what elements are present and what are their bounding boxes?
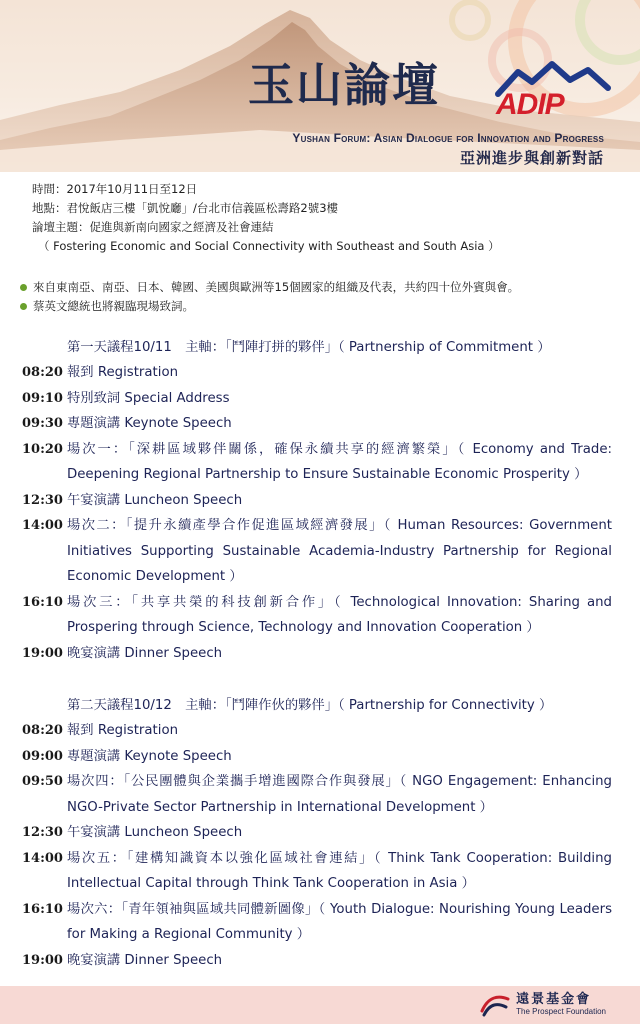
agenda-time: 19:00: [22, 645, 63, 661]
agenda-time: 09:00: [22, 748, 63, 764]
event-theme-zh: 論壇主題：促進與新南向國家之經濟及社會連結: [32, 220, 274, 234]
agenda-desc: 場次五：「建構知識資本以強化區域社會連結」（ Think Tank Cooperation: Building Intellectual Capital through Think Tank Cooperation in Asia ）: [67, 850, 612, 891]
agenda-desc: 特別致詞 Special Address: [67, 390, 230, 406]
adip-logo: [492, 58, 614, 122]
foundation-name-zh: 遠景基金會: [516, 991, 592, 1007]
highlight-text: 來自東南亞、南亞、日本、韓國、美國與歐洲等15個國家的組織及代表，共約四十位外賓與會。: [33, 280, 520, 294]
day2-agenda: [0, 693, 640, 973]
event-info: [32, 180, 500, 256]
agenda-item: [0, 386, 640, 412]
agenda-time: 08:20: [22, 723, 63, 738]
agenda-time: 16:10: [22, 901, 63, 917]
highlight-text: 蔡英文總統也將親臨現場致詞。: [33, 299, 194, 313]
agenda-desc: 午宴演講 Luncheon Speech: [67, 492, 243, 508]
agenda-desc: 專題演講 Keynote Speech: [67, 748, 232, 764]
agenda-desc: 報到 Registration: [67, 723, 179, 738]
agenda-item: [0, 488, 640, 514]
agenda-item: [0, 897, 640, 948]
event-location: 地點：君悅飯店三樓「凱悅廳」/台北市信義區松壽路2號3樓: [32, 201, 339, 215]
agenda-time: 09:10: [22, 390, 63, 406]
foundation-name-en: The Prospect Foundation: [516, 1006, 606, 1016]
agenda-item: [0, 820, 640, 846]
foundation-mark-icon: [480, 991, 510, 1017]
agenda-item: [0, 744, 640, 770]
forum-title-zh: 玉山論壇: [248, 58, 440, 112]
forum-subtitle-zh: 亞洲進步與創新對話: [459, 149, 604, 167]
agenda-time: 16:10: [22, 594, 63, 610]
highlights-list: [20, 278, 519, 316]
footer-bar: [0, 986, 640, 1024]
day1-title: 第一天議程10/11 主軸：「鬥陣打拼的夥伴」（ Partnership of Commitment ）: [67, 340, 551, 355]
list-item: [20, 278, 519, 297]
agenda-desc: 午宴演講 Luncheon Speech: [67, 825, 243, 840]
prospect-foundation-logo: [480, 991, 606, 1017]
agenda-item: [0, 718, 640, 744]
day1-agenda: [0, 335, 640, 666]
agenda-time: 19:00: [22, 952, 63, 968]
header-banner: [0, 0, 640, 172]
agenda-time: 09:30: [22, 416, 63, 431]
agenda-time: 09:50: [22, 774, 63, 789]
list-item: [20, 297, 519, 316]
agenda-time: 14:00: [22, 518, 63, 533]
agenda-desc: 報到 Registration: [67, 365, 179, 380]
agenda-desc: 專題演講 Keynote Speech: [67, 416, 232, 431]
agenda-time: 14:00: [22, 850, 63, 866]
event-time: 時間：2017年10月11日至12日: [32, 182, 198, 196]
agenda-item: [0, 513, 640, 590]
agenda-desc: 場次一：「深耕區域夥伴關係，確保永續共享的經濟繁榮」（ Economy and Trade: Deepening Regional Partnership to Ensure Sustainable Economic Prosperity ）: [67, 441, 612, 482]
agenda-time: 08:20: [22, 365, 63, 380]
event-theme-en: （ Fostering Economic and Social Connectivity with Southeast and South Asia ）: [38, 239, 500, 253]
agenda-item: [0, 411, 640, 437]
agenda-desc: 場次六：「青年領袖與區域共同體新圖像」（ Youth Dialogue: Nourishing Young Leaders for Making a Regional Community ）: [67, 901, 612, 942]
agenda-time: 10:20: [22, 441, 63, 457]
agenda-desc: 場次四：「公民團體與企業攜手增進國際合作與發展」（ NGO Engagement: Enhancing NGO-Private Sector Partnership in International Development ）: [67, 774, 612, 815]
agenda-time: 12:30: [22, 492, 63, 508]
green-bullet-icon: [20, 284, 27, 291]
agenda-item: [0, 437, 640, 488]
agenda-desc: 場次二：「提升永續產學合作促進區域經濟發展」（ Human Resources: Government Initiatives Supporting Sustainable Academia-Industry Partnership for Regional Economic Development ）: [67, 518, 612, 584]
agenda-desc: 晚宴演講 Dinner Speech: [67, 645, 223, 661]
agenda-time: 12:30: [22, 825, 63, 840]
day2-title: 第二天議程10/12 主軸：「鬥陣作伙的夥伴」（ Partnership for Connectivity ）: [67, 698, 553, 713]
adip-logo-text: ADIP: [496, 88, 564, 121]
agenda-item: [0, 769, 640, 820]
agenda-item: [0, 948, 640, 974]
agenda-item: [0, 360, 640, 386]
agenda-item: [0, 641, 640, 667]
agenda-item: [0, 590, 640, 641]
green-bullet-icon: [20, 303, 27, 310]
agenda-item: [0, 846, 640, 897]
forum-subtitle-en: Yushan Forum: Asian Dialogue for Innovation and Progress: [292, 131, 604, 145]
agenda-desc: 場次三：「共享共榮的科技創新合作」（ Technological Innovation: Sharing and Prospering through Science, Technology and Innovation Cooperation ）: [67, 594, 612, 635]
agenda-desc: 晚宴演講 Dinner Speech: [67, 952, 223, 968]
